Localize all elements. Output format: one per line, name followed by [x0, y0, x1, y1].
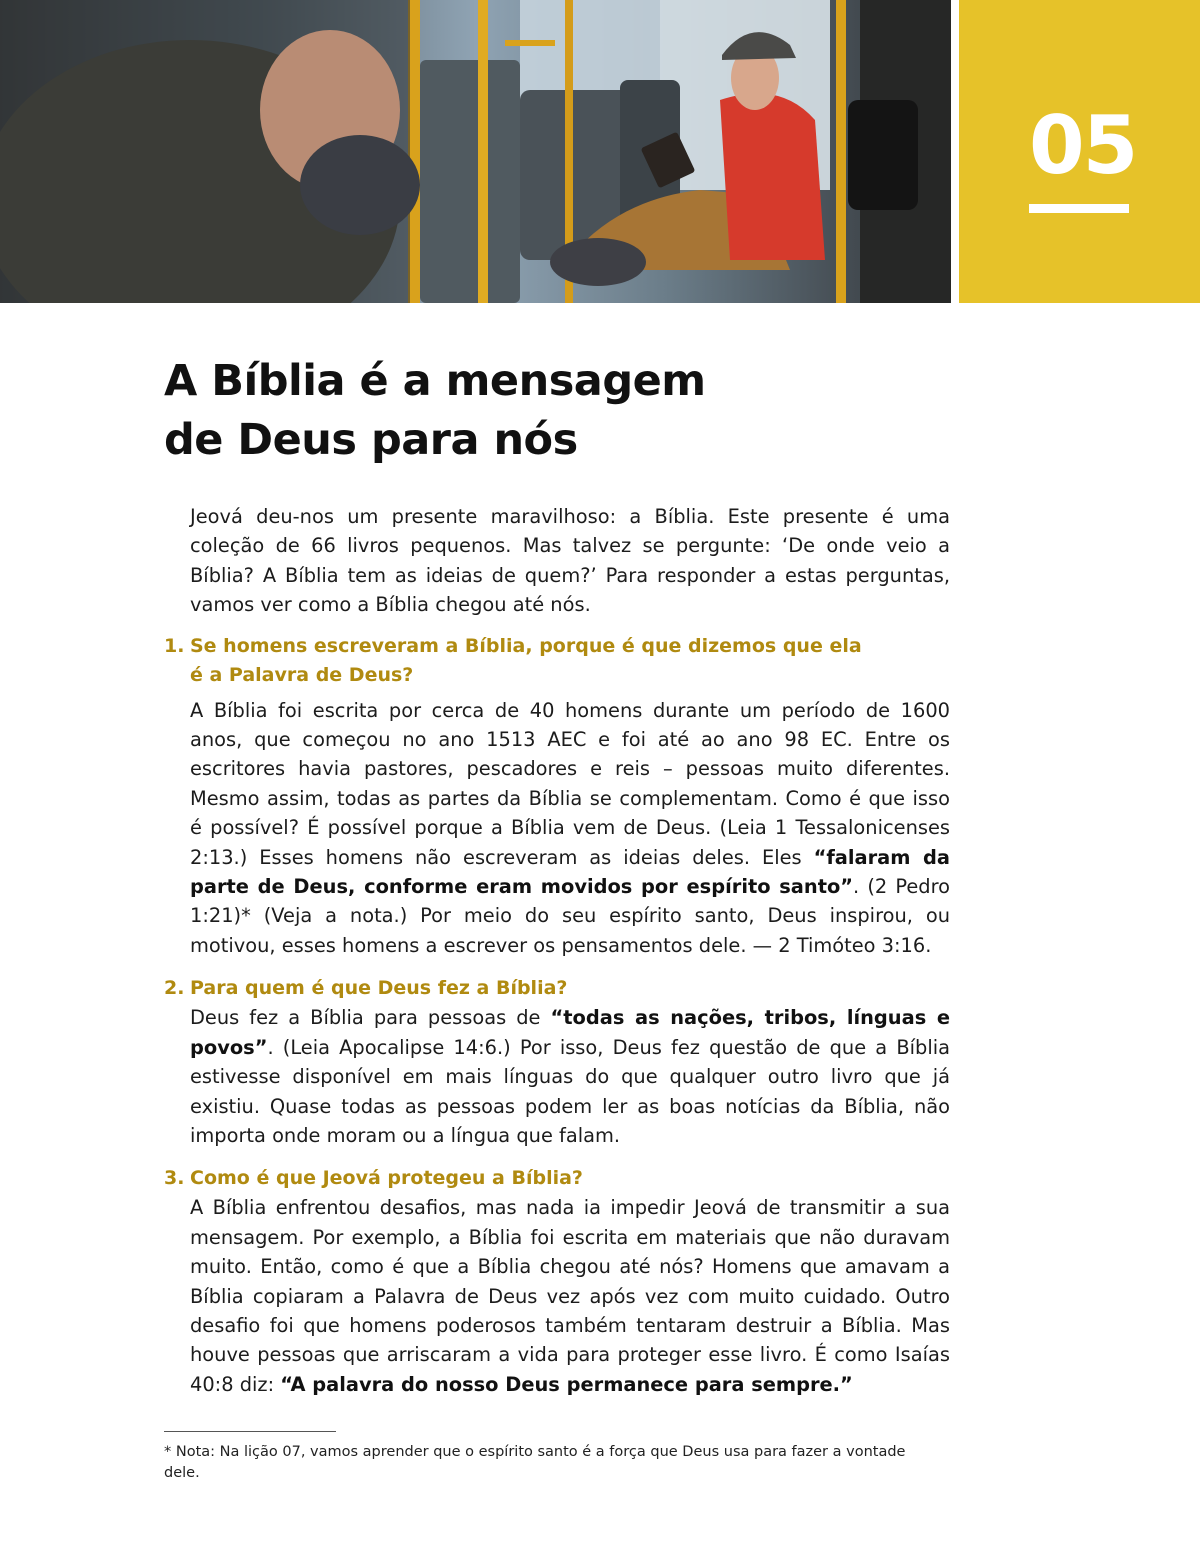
- page-title: [164, 352, 964, 470]
- answer-3-paragraph: [190, 1193, 950, 1399]
- question-1-text: Se homens escreveram a Bíblia, porque é que dizemos que ela é a Palavra de Deus?: [190, 634, 862, 686]
- lesson-underline: [1029, 204, 1129, 213]
- title-line-2: de Deus para nós: [164, 415, 578, 465]
- footnote: * Nota: Na lição 07, vamos aprender que o espírito santo é a força que Deus usa para fazer a vontade dele.: [164, 1444, 906, 1481]
- answer-1-text-b: . (2 Pedro 1:21)* (Veja a nota.) Por meio do seu espírito santo, Deus inspirou, ou motivou, esses homens a escrever os pensamentos dele. — 2 Timóteo 3:16.: [190, 875, 950, 957]
- title-line-1: A Bíblia é a mensagem: [164, 356, 706, 406]
- answer-1-paragraph: [190, 696, 950, 961]
- answer-3-text-a: A Bíblia enfrentou desafios, mas nada ia impedir Jeová de transmitir a sua mensagem. Por exemplo, a Bíblia foi escrita em materiais que não duravam muito. Então, como é que a Bíblia chegou até nós? Homens que amavam a Bíblia copiaram a Palavra de Deus vez após vez com muito cuidado. Outro desafio foi que homens poderosos também tentaram destruir a Bíblia. Mas houve pessoas que arriscaram a vida para proteger esse livro. É como Isaías 40:8 diz:: [190, 1196, 950, 1396]
- footnote-divider: [164, 1431, 336, 1432]
- answer-2-quote: “todas as nações, tribos, línguas e povos”: [190, 1006, 951, 1059]
- question-2-number: 2.: [164, 977, 185, 1000]
- intro-paragraph: Jeová deu-nos um presente maravilhoso: a Bíblia. Este presente é uma coleção de 66 livros pequenos. Mas talvez se pergunte: ‘De onde veio a Bíblia? A Bíblia tem as ideias de quem?’ Para responder a estas perguntas, vamos ver como a Bíblia chegou até nós.: [190, 505, 950, 617]
- lesson-badge: [959, 0, 1200, 303]
- section-gap: [164, 960, 954, 974]
- answer-2-text-a: Deus fez a Bíblia para pessoas de: [190, 1006, 551, 1030]
- question-1-number: 1.: [164, 634, 185, 657]
- question-2-text: Para quem é que Deus fez a Bíblia?: [190, 977, 568, 1000]
- question-2: [164, 974, 864, 1003]
- bus-passenger-illustration: [0, 0, 951, 303]
- question-3-text: Como é que Jeová protegeu a Bíblia?: [190, 1167, 583, 1190]
- question-3: [164, 1164, 864, 1193]
- lesson-number: 05: [1029, 99, 1137, 192]
- section-gap: [164, 1150, 954, 1164]
- question-3-number: 3.: [164, 1167, 185, 1190]
- lesson-content: [164, 502, 954, 1399]
- header-photo: [0, 0, 951, 303]
- answer-2-paragraph: [190, 1003, 950, 1150]
- answer-2-text-b: . (Leia Apocalipse 14:6.) Por isso, Deus fez questão de que a Bíblia estivesse disponível em mais línguas do que qualquer outro livro que já existiu. Quase todas as pessoas podem ler as boas notícias da Bíblia, não importa onde moram ou a língua que falam.: [190, 1035, 950, 1147]
- answer-3-quote: “A palavra do nosso Deus permanece para sempre.”: [280, 1372, 853, 1396]
- answer-1-quote: “falaram da parte de Deus, conforme eram movidos por espírito santo”: [190, 845, 950, 899]
- answer-1-text-a: A Bíblia foi escrita por cerca de 40 homens durante um período de 1600 anos, que começou no ano 1513 AEC e foi até ao ano 98 EC. Entre os escritores havia pastores, pescadores e reis – pessoas muito diferentes. Mesmo assim, todas as partes da Bíblia se complementam. Como é que isso é possível? É possível porque a Bíblia vem de Deus. (Leia 1 Tessalonicenses 2:13.) Esses homens não escreveram as ideias deles. Eles: [190, 698, 950, 869]
- question-1: [164, 632, 864, 690]
